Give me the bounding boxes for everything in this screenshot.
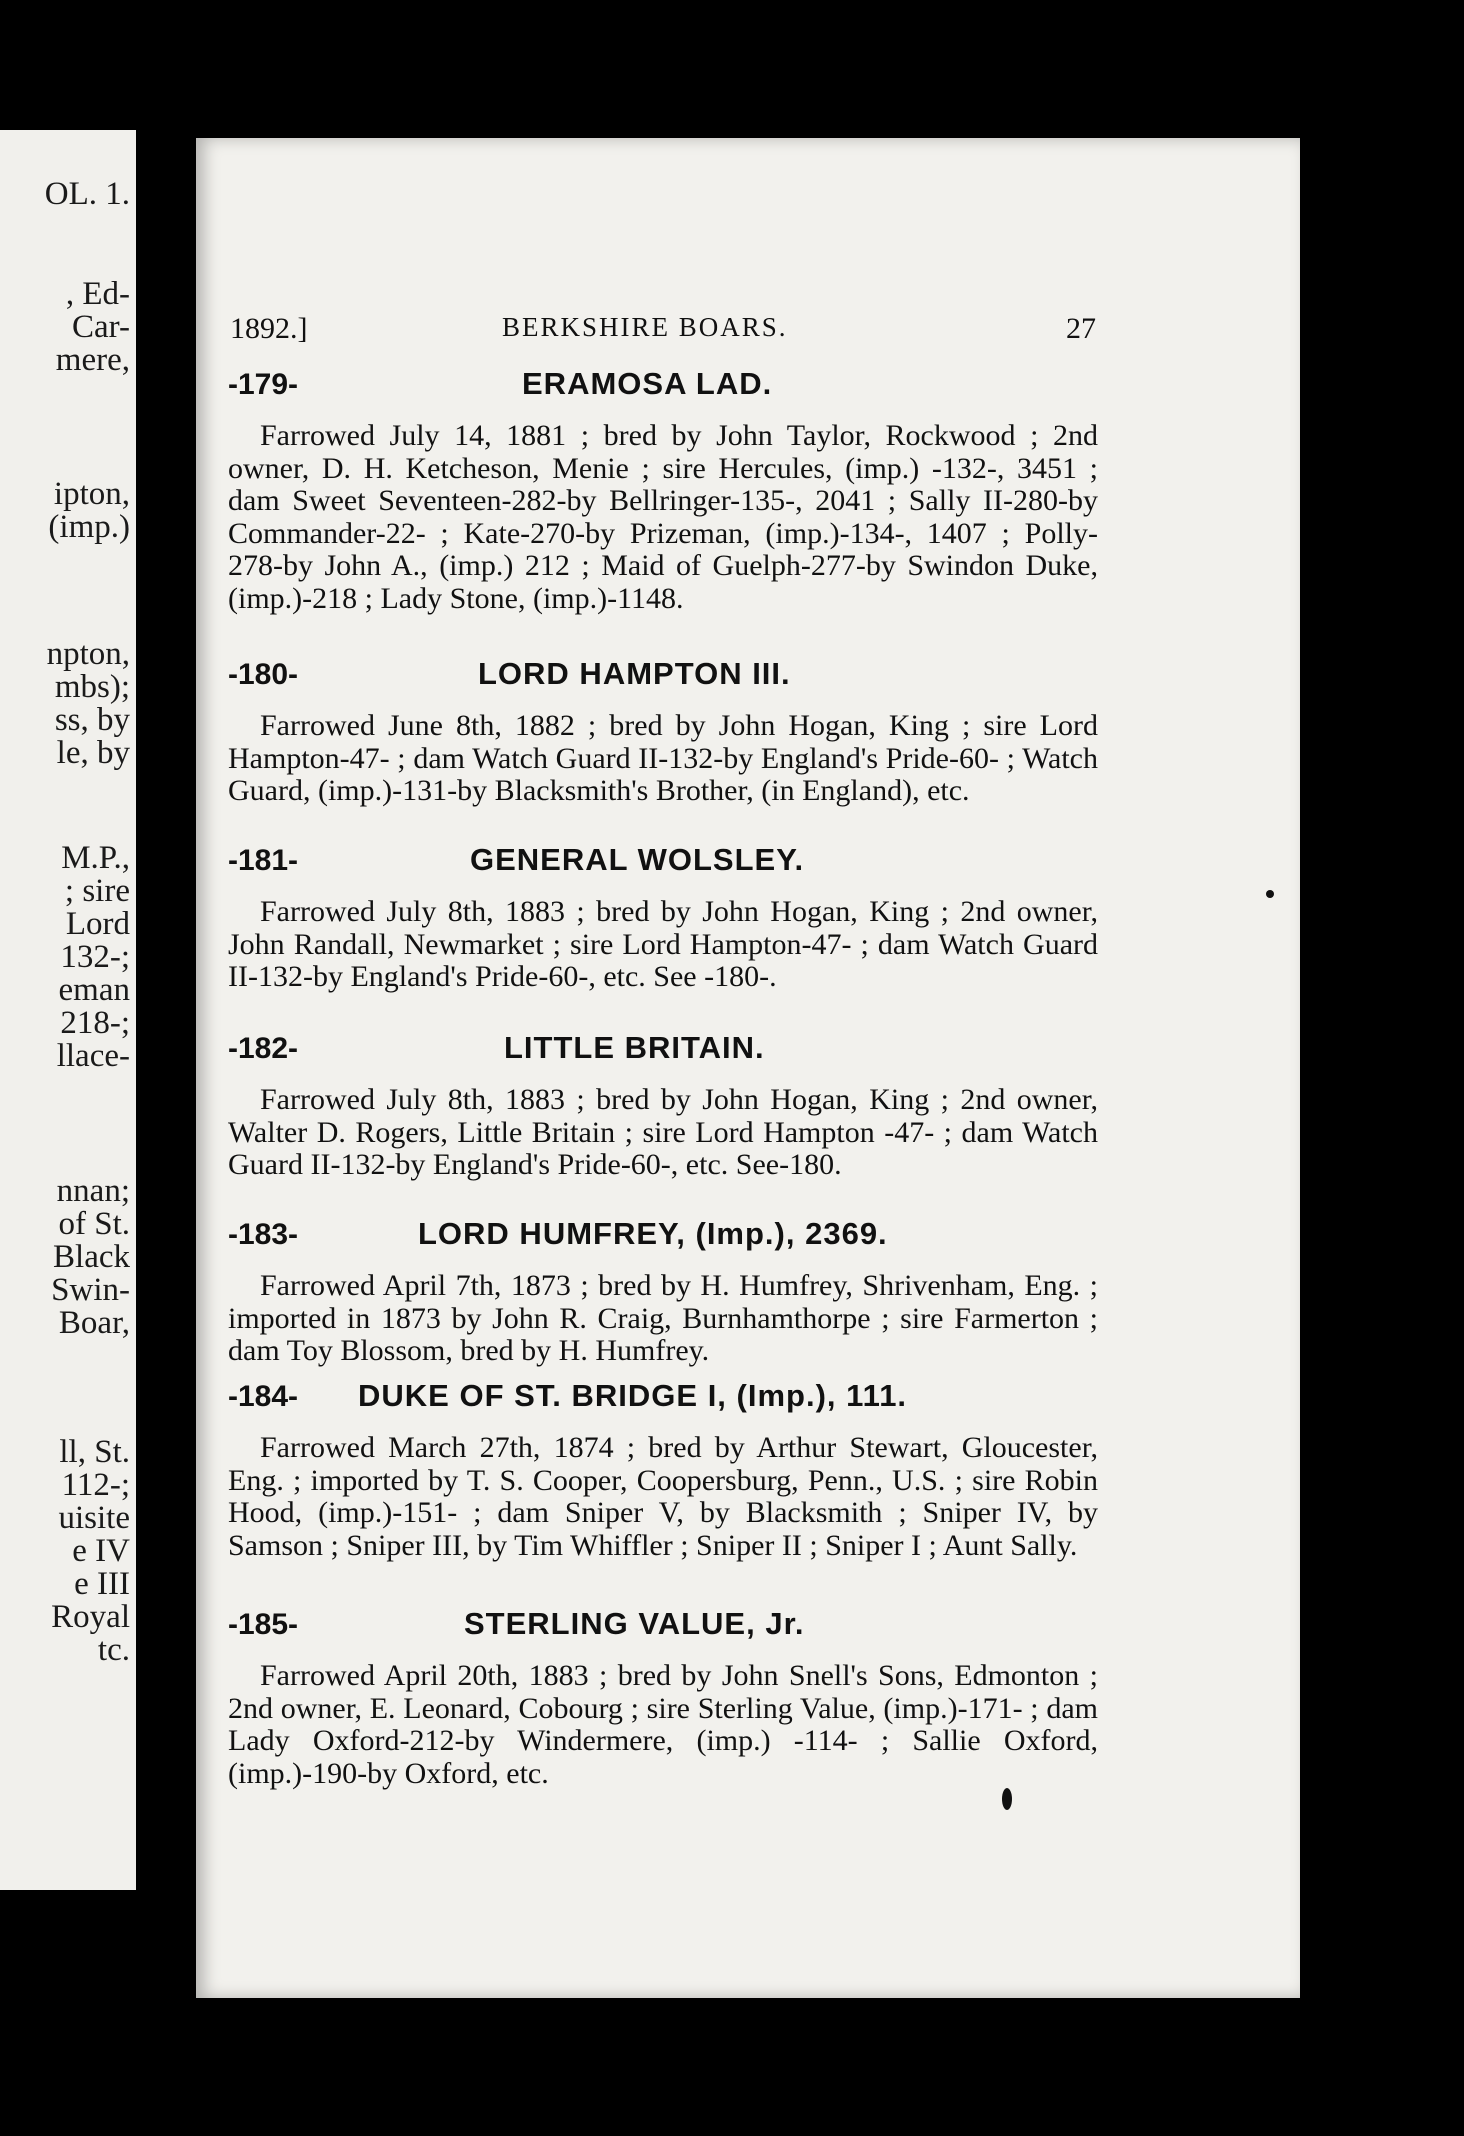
entry-number: -184- (228, 1380, 299, 1413)
entry-text: Farrowed April 20th, 1883 ; bred by John Snell's Sons, Edmonton ; 2nd owner, E. Leonard, Cobourg ; sire Sterling Value, (imp.)-171- ; dam Lady Oxford-212-by Windermere, (imp.) -114- ; Sallie Oxford, (imp.)-190-by Oxford, etc. (228, 1659, 1098, 1790)
facing-page-line: eman (58, 972, 130, 1008)
entry-179 (228, 366, 1098, 615)
entry-text: Farrowed June 8th, 1882 ; bred by John Hogan, King ; sire Lord Hampton-47- ; dam Watch Guard II-132-by England's Pride-60- ; Watch Guard, (imp.)-131-by Blacksmith's Brother, (in England), etc. (228, 709, 1098, 807)
facing-page-line: llace- (56, 1038, 130, 1074)
entry-180 (228, 656, 1098, 808)
facing-page-line: 218-; (60, 1005, 130, 1041)
entry-number: -179- (228, 368, 299, 401)
boar-name: DUKE OF ST. BRIDGE I, (Imp.), 111. (358, 1378, 908, 1413)
entry-184 (228, 1378, 1098, 1562)
boar-name: STERLING VALUE, Jr. (464, 1606, 805, 1641)
entry-183 (228, 1216, 1098, 1368)
boar-name: LITTLE BRITAIN. (504, 1030, 765, 1065)
facing-page-line: Lord (65, 906, 130, 942)
facing-page-line: ipton, (53, 476, 130, 512)
facing-page-line: Swin- (51, 1272, 130, 1308)
facing-page-line: e IV (72, 1533, 130, 1569)
facing-page-line: mere, (55, 342, 130, 378)
facing-page-line: ; sire (64, 873, 130, 909)
ink-smudge (1266, 890, 1274, 898)
facing-page-line: tc. (97, 1632, 130, 1668)
entry-181 (228, 842, 1098, 994)
facing-page-line: 112-; (61, 1467, 130, 1503)
facing-page-line: M.P., (61, 840, 130, 876)
entry-text: Farrowed July 8th, 1883 ; bred by John Hogan, King ; 2nd owner, John Randall, Newmarket ; sire Lord Hampton-47- ; dam Watch Guard II-132-by England's Pride-60-, etc. See -180-. (228, 895, 1098, 993)
entry-number: -181- (228, 844, 299, 877)
entry-text: Farrowed March 27th, 1874 ; bred by Arthur Stewart, Gloucester, Eng. ; imported by T. S. Cooper, Coopersburg, Penn., U.S. ; sire Robin Hood, (imp.)-151- ; dam Sniper V, by Blacksmith ; Sniper IV, by Samson ; Sniper III, by Tim Whiffler ; Sniper II ; Sniper I ; Aunt Sally. (228, 1431, 1098, 1562)
facing-page-line: Black (53, 1239, 130, 1275)
entry-number: -183- (228, 1218, 299, 1251)
facing-page-line: le, by (56, 735, 130, 771)
facing-page-line: npton, (46, 636, 130, 672)
facing-page-edge (0, 130, 136, 1890)
boar-name: LORD HUMFREY, (Imp.), 2369. (418, 1216, 888, 1251)
boar-name: LORD HAMPTON III. (478, 656, 791, 691)
entry-text: Farrowed April 7th, 1873 ; bred by H. Humfrey, Shrivenham, Eng. ; imported in 1873 by John R. Craig, Burnhamthorpe ; sire Farmerton ; dam Toy Blossom, bred by H. Humfrey. (228, 1269, 1098, 1367)
page-number: 27 (1066, 312, 1096, 345)
facing-page-line: mbs); (54, 669, 130, 705)
running-head-year: 1892.] (230, 312, 308, 345)
facing-page-line: Car- (72, 309, 130, 345)
facing-page-line: Royal (51, 1599, 130, 1635)
facing-page-line: 132-; (60, 939, 130, 975)
facing-page-line: Boar, (58, 1305, 130, 1341)
facing-page-line: (imp.) (48, 509, 130, 545)
entry-text: Farrowed July 8th, 1883 ; bred by John Hogan, King ; 2nd owner, Walter D. Rogers, Little Britain ; sire Lord Hampton -47- ; dam Watch Guard II-132-by England's Pride-60-, etc. See-180. (228, 1083, 1098, 1181)
entry-number: -180- (228, 658, 299, 691)
entry-182 (228, 1030, 1098, 1182)
entry-185 (228, 1606, 1098, 1790)
facing-page-line: ss, by (54, 702, 130, 738)
facing-page-line: , Ed- (65, 276, 130, 312)
facing-page-line: nnan; (56, 1173, 130, 1209)
ink-smudge (1002, 1788, 1012, 1810)
boar-name: GENERAL WOLSLEY. (470, 842, 805, 877)
facing-page-line: uisite (58, 1500, 130, 1536)
boar-name: ERAMOSA LAD. (522, 366, 773, 401)
entry-number: -185- (228, 1608, 299, 1641)
entry-text: Farrowed July 14, 1881 ; bred by John Taylor, Rockwood ; 2nd owner, D. H. Ketcheson, Menie ; sire Hercules, (imp.) -132-, 3451 ; dam Sweet Seventeen-282-by Bellringer-135-, 2041 ; Sally II-280-by Commander-22- ; Kate-270-by Prizeman, (imp.)-134-, 1407 ; Polly-278-by John A., (imp.) 212 ; Maid of Guelph-277-by Swindon Duke, (imp.)-218 ; Lady Stone, (imp.)-1148. (228, 419, 1098, 615)
facing-page-line: of St. (58, 1206, 130, 1242)
facing-page-line: OL. 1. (44, 176, 130, 212)
entry-number: -182- (228, 1032, 299, 1065)
facing-page-line: e III (74, 1566, 130, 1602)
running-head-title: BERKSHIRE BOARS. (502, 312, 788, 342)
facing-page-line: ll, St. (59, 1434, 130, 1470)
